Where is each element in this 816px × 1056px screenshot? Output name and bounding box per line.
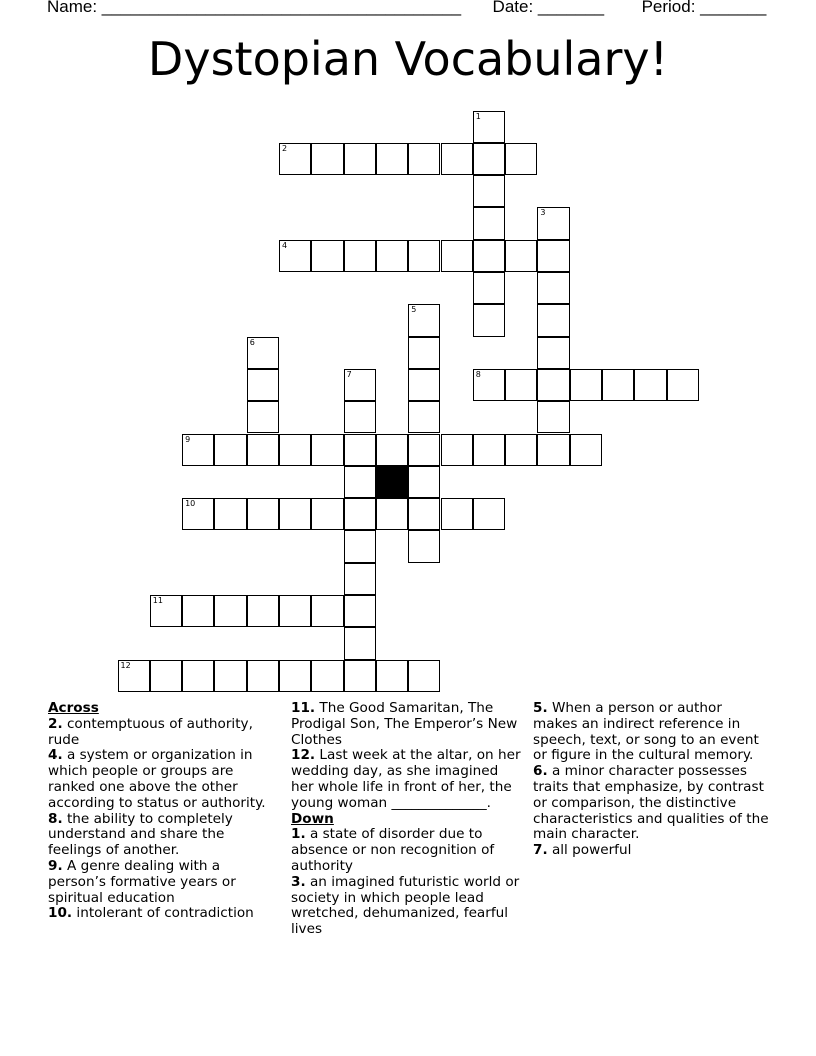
grid-cell[interactable] xyxy=(344,627,376,659)
grid-cell[interactable] xyxy=(441,143,473,175)
grid-cell[interactable] xyxy=(344,660,376,692)
grid-cell[interactable] xyxy=(247,595,279,627)
clue-down-5: 5. When a person or author makes an indirect reference in speech, text, or song to an event or figure in the cultural memory. xyxy=(533,700,759,764)
grid-cell[interactable] xyxy=(376,660,408,692)
grid-cell[interactable] xyxy=(279,240,311,272)
clue-number: 9 xyxy=(185,434,191,444)
clue-number: 3 xyxy=(540,208,546,218)
grid-cell[interactable] xyxy=(247,401,279,433)
grid-cell[interactable] xyxy=(214,595,246,627)
grid-cell[interactable] xyxy=(118,660,150,692)
across-clues-column xyxy=(48,701,280,922)
grid-cell[interactable] xyxy=(667,369,699,401)
grid-cell[interactable] xyxy=(344,530,376,562)
clue-across-12: 12. Last week at the altar, on her wedding day, as she imagined her whole life in front of her, the young woman ______________. xyxy=(291,747,521,811)
grid-cell[interactable] xyxy=(441,240,473,272)
across-heading: Across xyxy=(48,700,99,716)
grid-cell[interactable] xyxy=(570,369,602,401)
clue-across-9: 9. A genre dealing with a person’s formative years or spiritual education xyxy=(48,857,236,906)
name-field: Name: ______________________________________ xyxy=(47,0,462,16)
clue-number: 10 xyxy=(185,499,196,509)
grid-cell[interactable] xyxy=(408,660,440,692)
grid-cell[interactable] xyxy=(408,337,440,369)
grid-cell[interactable] xyxy=(311,143,343,175)
grid-cell[interactable] xyxy=(344,434,376,466)
grid-cell[interactable] xyxy=(408,304,440,336)
grid-cell[interactable] xyxy=(408,369,440,401)
grid-cell[interactable] xyxy=(505,369,537,401)
grid-cell[interactable] xyxy=(441,434,473,466)
grid-cell[interactable] xyxy=(376,143,408,175)
grid-cell[interactable] xyxy=(182,498,214,530)
grid-cell[interactable] xyxy=(473,272,505,304)
clue-down-7: 7. all powerful xyxy=(533,842,632,859)
grid-cell[interactable] xyxy=(408,240,440,272)
grid-cell[interactable] xyxy=(408,401,440,433)
clue-across-11: 11. The Good Samaritan, The Prodigal Son, The Emperor’s New Clothes xyxy=(291,700,518,748)
grid-cell[interactable] xyxy=(279,434,311,466)
grid-cell[interactable] xyxy=(344,143,376,175)
grid-cell[interactable] xyxy=(537,240,569,272)
clue-number: 8 xyxy=(475,369,481,379)
grid-cell[interactable] xyxy=(408,498,440,530)
clue-number: 4 xyxy=(282,240,288,250)
black-square xyxy=(376,466,408,498)
grid-cell[interactable] xyxy=(537,401,569,433)
grid-cell[interactable] xyxy=(311,498,343,530)
grid-cell[interactable] xyxy=(150,595,182,627)
grid-cell[interactable] xyxy=(537,304,569,336)
grid-cell[interactable] xyxy=(473,175,505,207)
grid-cell[interactable] xyxy=(473,369,505,401)
clue-across-2: 2. contemptuous of authority, rude xyxy=(48,715,253,748)
grid-cell[interactable] xyxy=(182,660,214,692)
grid-cell[interactable] xyxy=(279,498,311,530)
grid-cell[interactable] xyxy=(473,498,505,530)
grid-cell[interactable] xyxy=(408,434,440,466)
clue-number: 6 xyxy=(249,337,255,347)
grid-cell[interactable] xyxy=(376,434,408,466)
grid-cell[interactable] xyxy=(537,337,569,369)
grid-cell[interactable] xyxy=(344,466,376,498)
grid-cell[interactable] xyxy=(505,143,537,175)
page-title: Dystopian Vocabulary! xyxy=(147,32,669,86)
grid-cell[interactable] xyxy=(311,595,343,627)
grid-cell[interactable] xyxy=(214,434,246,466)
grid-cell[interactable] xyxy=(214,660,246,692)
grid-cell[interactable] xyxy=(344,498,376,530)
grid-cell[interactable] xyxy=(344,563,376,595)
clue-down-1: 1. a state of disorder due to absence or non recognition of authority xyxy=(291,826,495,874)
grid-cell[interactable] xyxy=(408,530,440,562)
clue-down-6: 6. a minor character possesses traits that emphasize, by contrast or comparison, the distinctive characteristics and qualities of the main character. xyxy=(533,763,769,843)
grid-cell[interactable] xyxy=(344,369,376,401)
clue-number: 5 xyxy=(411,305,417,315)
clue-number: 11 xyxy=(152,596,163,605)
grid-cell[interactable] xyxy=(344,401,376,433)
grid-cell[interactable] xyxy=(182,595,214,627)
clue-number: 1 xyxy=(475,111,481,121)
grid-cell[interactable] xyxy=(634,369,666,401)
clue-across-4: 4. a system or organization in which people or groups are ranked one above the other according to status or authority. xyxy=(48,747,266,811)
grid-cell[interactable] xyxy=(279,660,311,692)
grid-cell[interactable] xyxy=(537,434,569,466)
grid-cell[interactable] xyxy=(473,207,505,239)
grid-cell[interactable] xyxy=(537,272,569,304)
grid-cell[interactable] xyxy=(376,240,408,272)
clue-number: 12 xyxy=(120,660,131,670)
grid-cell[interactable] xyxy=(473,434,505,466)
grid-cell[interactable] xyxy=(247,498,279,530)
middle-clues-column xyxy=(291,701,523,938)
grid-cell[interactable] xyxy=(214,498,246,530)
grid-cell[interactable] xyxy=(247,660,279,692)
clue-number: 2 xyxy=(282,143,288,153)
grid-cell[interactable] xyxy=(247,434,279,466)
grid-cell[interactable] xyxy=(247,337,279,369)
clue-across-8: 8. the ability to completely understand and share the feelings of another. xyxy=(48,810,233,859)
grid-cell[interactable] xyxy=(408,143,440,175)
grid-cell[interactable] xyxy=(537,369,569,401)
grid-cell[interactable] xyxy=(602,369,634,401)
down-clues-column xyxy=(533,701,769,859)
clue-down-3: 3. an imagined futuristic world or society in which people lead wretched, dehumanized, fearful lives xyxy=(291,873,520,938)
grid-cell[interactable] xyxy=(441,498,473,530)
grid-cell[interactable] xyxy=(473,304,505,336)
grid-cell[interactable] xyxy=(505,434,537,466)
grid-cell[interactable] xyxy=(505,240,537,272)
grid-cell[interactable] xyxy=(473,111,505,143)
clue-across-10: 10. intolerant of contradiction xyxy=(48,905,254,922)
grid-cell[interactable] xyxy=(344,595,376,627)
grid-cell[interactable] xyxy=(311,434,343,466)
grid-cell[interactable] xyxy=(279,143,311,175)
grid-cell[interactable] xyxy=(311,240,343,272)
grid-cell[interactable] xyxy=(473,143,505,175)
period-field: Period: _______ xyxy=(641,0,767,16)
grid-cell[interactable] xyxy=(537,207,569,239)
grid-cell[interactable] xyxy=(570,434,602,466)
grid-cell[interactable] xyxy=(344,240,376,272)
date-field: Date: _______ xyxy=(492,0,605,16)
grid-cell[interactable] xyxy=(150,660,182,692)
grid-cell[interactable] xyxy=(376,498,408,530)
grid-cell[interactable] xyxy=(473,240,505,272)
grid-cell[interactable] xyxy=(408,466,440,498)
grid-cell[interactable] xyxy=(311,660,343,692)
grid-cell[interactable] xyxy=(279,595,311,627)
grid-cell[interactable] xyxy=(247,369,279,401)
grid-cell[interactable] xyxy=(182,434,214,466)
clue-number: 7 xyxy=(346,369,352,379)
down-heading: Down xyxy=(291,810,334,827)
